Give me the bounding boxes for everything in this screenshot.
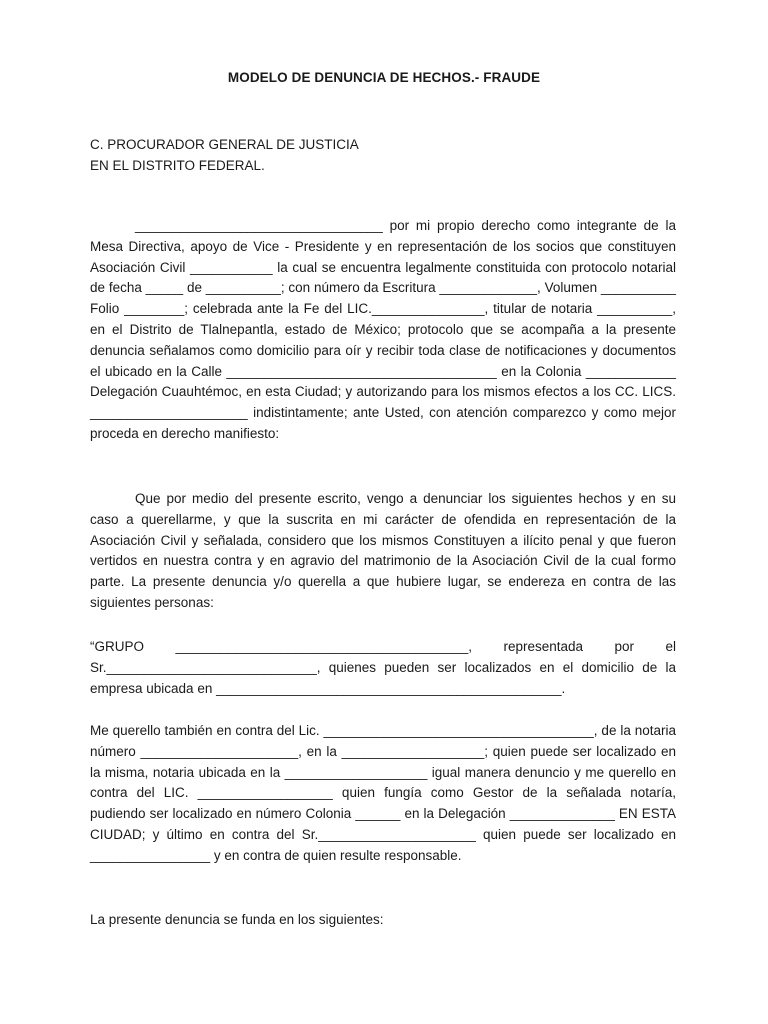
addressee-block xyxy=(90,134,359,176)
paragraph-grounds: La presente denuncia se funda en los siguientes: xyxy=(90,912,384,927)
document-title: MODELO DE DENUNCIA DE HECHOS.- FRAUDE xyxy=(227,70,541,85)
paragraph-intro: _________________________________ por mi propio derecho como integrante de la Mesa Directiva, apoyo de Vice - Presidente y en representación de los socios que constituyen Asociación Civil ___________ la cual se encuentra legalmente constituida con protocolo notarial de fecha _____ de __________; con número da Escritura _____________, Volumen __________ Folio ________; celebrada ante la Fe del LIC._______________, titular de notaria __________, en el Distrito de Tlalnepantla, estado de México; protocolo que se acompaña a la presente denuncia señalamos como domicilio para oír y recibir toda clase de notificaciones y documentos el ubicado en la Calle ____________________________________ en la Colonia ____________ Delegación Cuauhtémoc, en esta Ciudad; y autorizando para los mismos efectos a los CC. LICS. _____________________ indistintamente; ante Usted, con atención comparezco y como mejor proceda en derecho manifiesto: xyxy=(90,218,676,441)
paragraph-complaint: Que por medio del presente escrito, vengo a denunciar los siguientes hechos y en su caso a querellarme, y que la suscrita en mi carácter de ofendida en representación de la Asociación Civil y señalada, considero que los mismos Constituyen a ilícito penal y que fueron vertidos en nuestra contra y en agravio del matrimonio de la Asociación Civil de la cual formo parte. La presente denuncia y/o querella a que hubiere lugar, se endereza en contra de las siguientes personas: xyxy=(90,491,676,610)
addressee-line-2: EN EL DISTRITO FEDERAL. xyxy=(90,158,265,173)
paragraph-accused-persons: Me querello también en contra del Lic. ____________________________________, de la notaria número _____________________, en la ___________________; quien puede ser localizado en la misma, notaria ubicada en la ___________________ igual manera denuncio y me querello en contra del LIC. __________________ quien fungía como Gestor de la señalada notaría, pudiendo ser localizado en número Colonia ______ en la Delegación ______________ EN ESTA CIUDAD; y último en contra del Sr._____________________ quien puede ser localizado en ________________ y en contra de quien resulte responsable. xyxy=(90,723,676,863)
paragraph-accused-company: “GRUPO _______________________________________, representada por el Sr.____________________________, quienes pueden ser localizados en el domicilio de la empresa ubicada en ______________________________________________. xyxy=(90,639,676,696)
addressee-line-1: C. PROCURADOR GENERAL DE JUSTICIA xyxy=(90,137,359,152)
